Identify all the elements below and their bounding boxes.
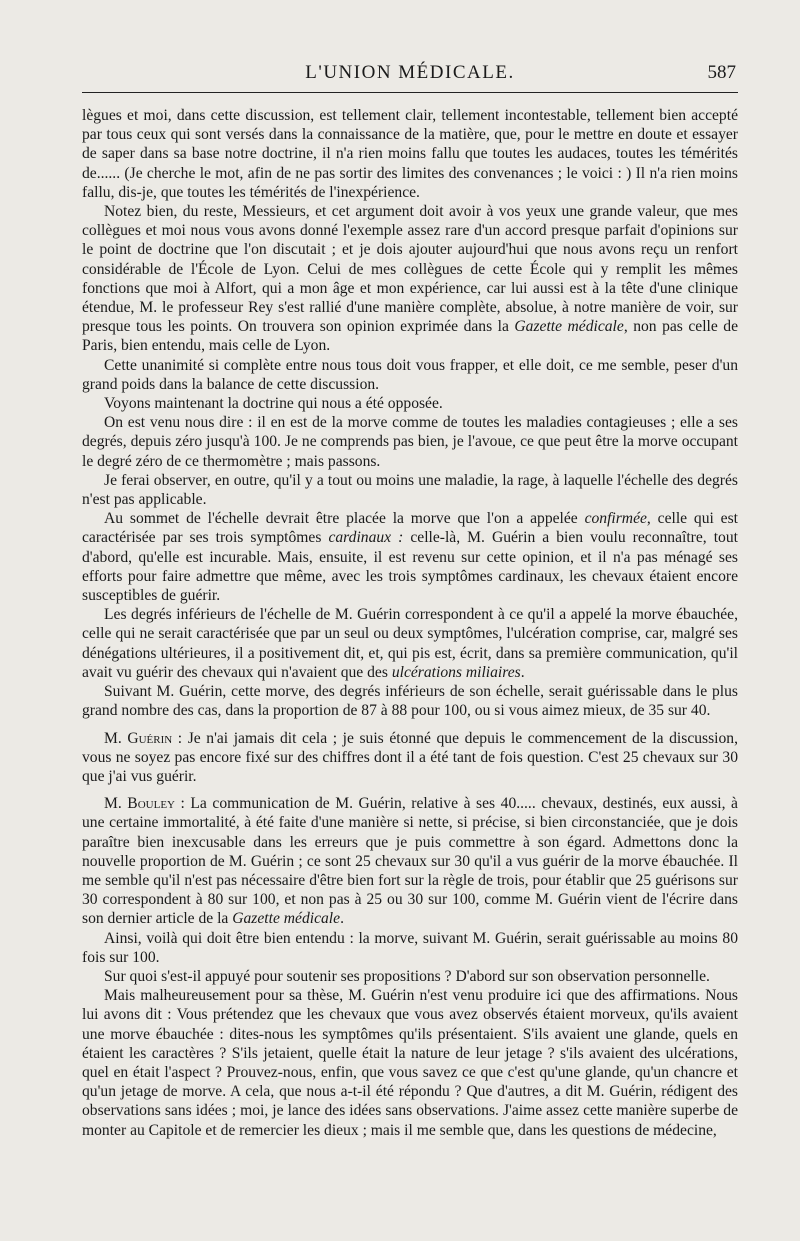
page-header (82, 62, 738, 92)
dialogue-paragraph: M. Guérin : Je n'ai jamais dit cela ; je suis étonné que depuis le commencement de la discussion, vous ne soyez pas encore fixé sur des chiffres dont il a été tant de fois question. C'est 25 chevaux sur 30 que j'ai vus guérir. (82, 729, 739, 785)
speaker-name: M. Guérin (104, 729, 173, 747)
paragraph: Les degrés inférieurs de l'échelle de M. Guérin correspondent à ce qu'il a appelé la morve ébauchée, celle qui ne serait caractérisée que par un seul ou deux symptômes, l'ulcération comprise, car, malgré ses dénégations ultérieures, il a positivement dit, et, qui pis est, écrit, dans sa première communication, qu'il avait vu guérir des chevaux qui n'avaient que des ulcérations miliaires. (82, 606, 738, 681)
paragraph: On est venu nous dire : il en est de la morve comme de toutes les maladies contagieuses ; elle a ses degrés, depuis zéro jusqu'à 100. Je ne comprends pas bien, je l'avoue, ce que peut être la morve occupant le degré zéro de ce thermomètre ; mais passons. (82, 414, 738, 470)
paragraph: lègues et moi, dans cette discussion, est tellement clair, tellement incontestable, tellement bien accepté par tous ceux qui sont versés dans la connaissance de la matière, que, pour le mettre en doute et essayer de saper dans sa base notre doctrine, il n'a rien moins fallu que toutes les audaces, toutes les témérités de...... (Je cherche le mot, afin de ne pas sortir des limites des convenances ; le voici : ) Il n'a rien moins fallu, dis-je, que toutes les témérités de l'inexpérience. (82, 107, 738, 201)
header-rule (82, 92, 738, 93)
page-number: 587 (707, 62, 736, 83)
speaker-name: M. Bouley (104, 795, 175, 813)
paragraph: Mais malheureusement pour sa thèse, M. Guérin n'est venu produire ici que des affirmations. Nous lui avons dit : Vous prétendez que les chevaux que vous avez observés étaient morveux, qu'ils avaient une morve ébauchée : dites-nous les symptômes qu'ils présentaient. S'ils avaient une glande, quels en étaient les caractères ? S'ils jetaient, quelle était la nature de leur jetage ? s'ils avaient des ulcérations, quel en était l'aspect ? Prouvez-nous, enfin, que vous savez ce que c'est qu'une glande, qu'un chancre et qu'un jetage de morve. A cela, que nous a-t-il été répondu ? Que d'autres, a dit M. Guérin, rédigent des observations sans idées ; moi, je lance des idées sans observations. J'aime assez cette manière superbe de monter au Capitole et de remercier les dieux ; mais il me semble que, dans les questions de médecine, (82, 987, 738, 1139)
paragraph: Ainsi, voilà qui doit être bien entendu : la morve, suivant M. Guérin, serait guérissable au moins 80 fois sur 100. (82, 929, 738, 966)
paragraph: Notez bien, du reste, Messieurs, et cet argument doit avoir à vos yeux une grande valeur, que mes collègues et moi nous vous avons donné l'exemple assez rare d'un accord presque parfait d'opinions sur le point de doctrine que l'on discutait ; et je dois ajouter aujourd'hui que nous avons reçu un renfort considérable de l'École de Lyon. Celui de mes collègues de cette École qui y remplit les mêmes fonctions que moi à Alfort, qui a mon âge et mon expérience, car lui aussi est à la tête d'une clinique étendue, M. le professeur Rey s'est rallié d'une manière complète, absolue, à notre manière de voir, sur presque tous les points. On trouvera son opinion exprimée dans la Gazette médicale, non pas celle de Paris, bien entendu, mais celle de Lyon. (82, 203, 738, 355)
dialogue-paragraph: M. Bouley : La communication de M. Guérin, relative à ses 40..... chevaux, destinés, eux aussi, à une certaine immortalité, à été faite d'une manière si nette, si précise, si bien circonstanciée, que je dois paraître bien inexcusable dans les erreurs que je puis commettre à son égard. Admettons donc la nouvelle proportion de M. Guérin ; ce sont 25 chevaux sur 30 qu'il a vus guérir de la morve ébauchée. Il me semble qu'il n'est pas nécessaire d'être bien fort sur la règle de trois, pour établir que 25 guérisons sur 30 correspondent à 80 sur 100, et non pas à 25 ou 30 sur 100, comme M. Guérin vient de l'écrire dans son dernier article de la Gazette médicale. (82, 795, 738, 928)
running-title: L'UNION MÉDICALE. (305, 62, 515, 83)
paragraph: Sur quoi s'est-il appuyé pour soutenir ses propositions ? D'abord sur son observation personnelle. (104, 967, 710, 985)
paragraph: Au sommet de l'échelle devrait être placée la morve que l'on a appelée confirmée, celle qui est caractérisée par ses trois symptômes cardinaux : celle-là, M. Guérin a bien voulu reconnaître, tout d'abord, qu'elle est incurable. Mais, ensuite, il est revenu sur cette opinion, et il n'a pas ménagé ses efforts pour faire admettre que même, avec les trois symptômes cardinaux, les chevaux étaient encore susceptibles de guérir. (82, 510, 738, 605)
paragraph: Cette unanimité si complète entre nous tous doit vous frapper, et elle doit, ce me semble, peser d'un grand poids dans la balance de cette discussion. (82, 356, 738, 393)
paragraph: Voyons maintenant la doctrine qui nous a été opposée. (104, 395, 443, 413)
paragraph: Suivant M. Guérin, cette morve, des degrés inférieurs de son échelle, serait guérissable dans le plus grand nombre des cas, dans la proportion de 87 à 88 pour 100, ou si vous aimez mieux, de 35 sur 40. (82, 683, 738, 720)
article-body (82, 106, 738, 1140)
paragraph: Je ferai observer, en outre, qu'il y a tout ou moins une maladie, la rage, à laquelle l'échelle des degrés n'est pas applicable. (82, 471, 738, 509)
